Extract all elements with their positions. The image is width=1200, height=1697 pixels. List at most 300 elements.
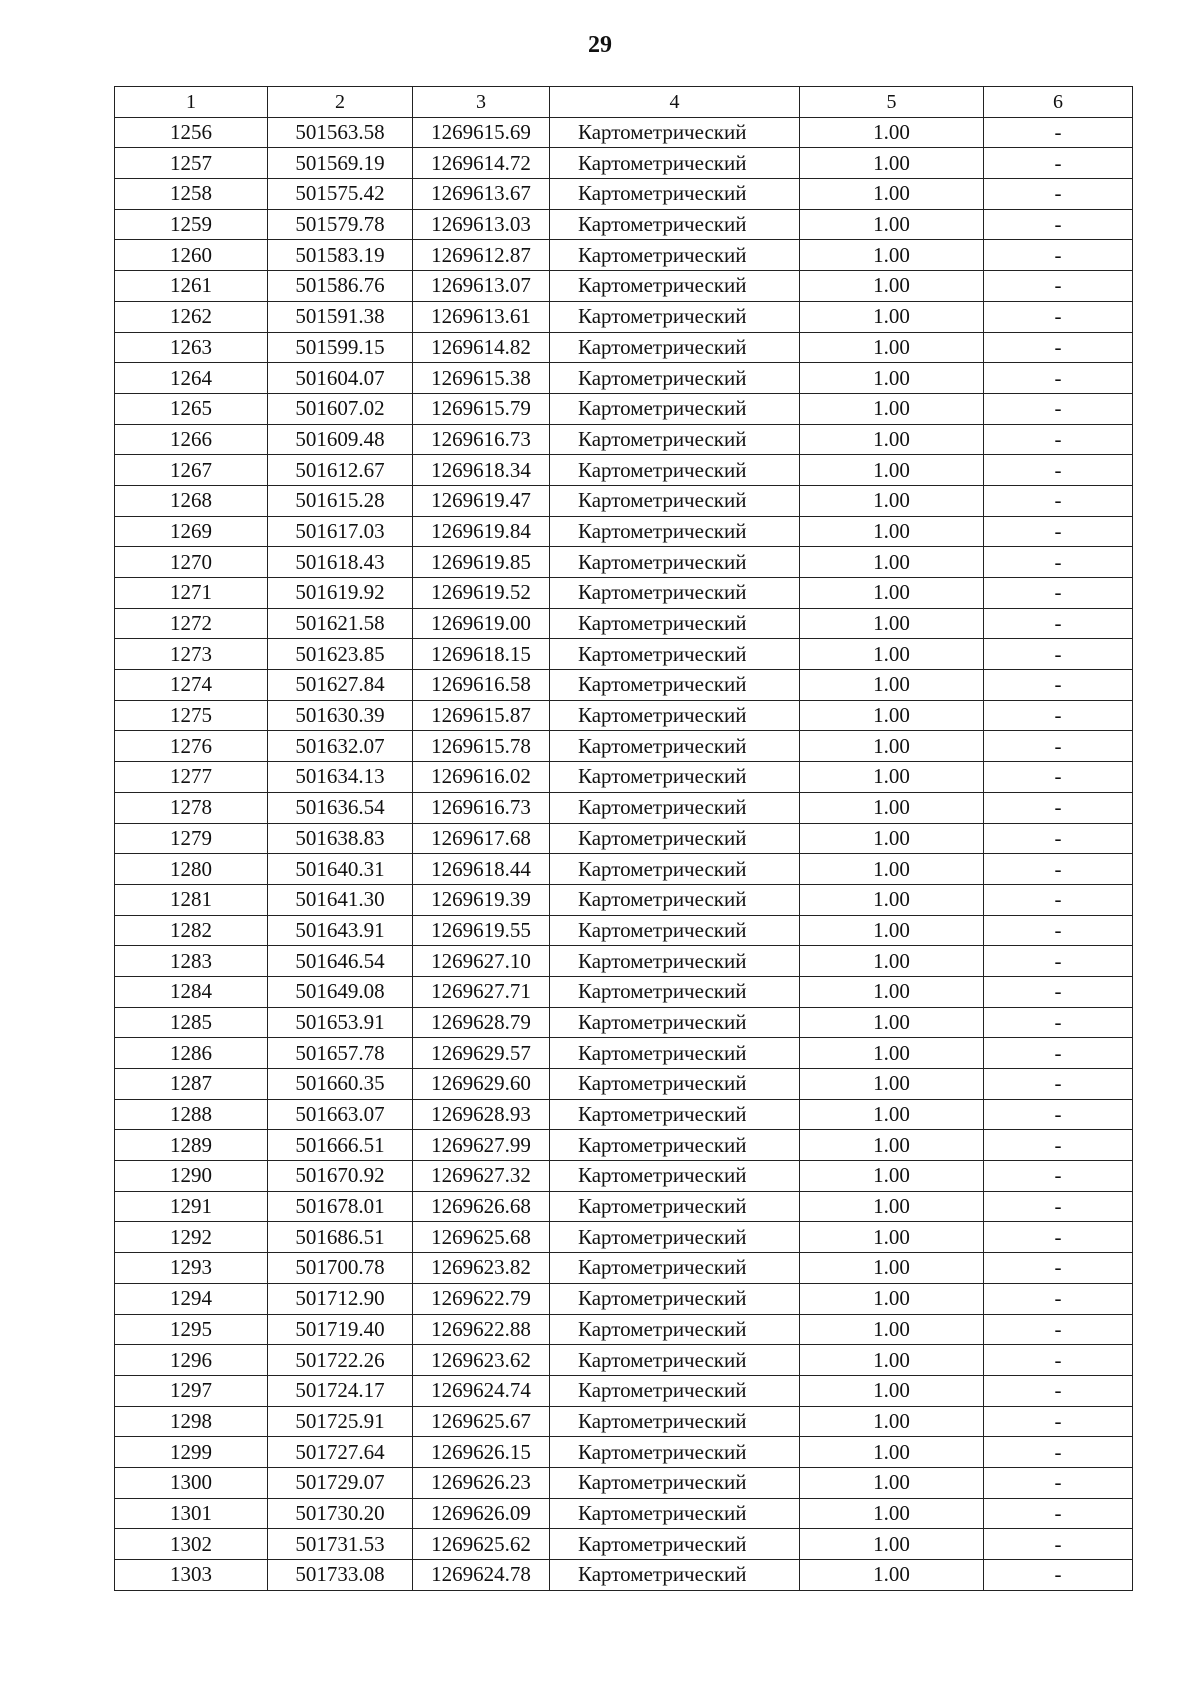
table-row	[115, 608, 1133, 639]
cell-x-coordinate: 501719.40	[268, 1314, 413, 1345]
table-row	[115, 1191, 1133, 1222]
cell-x-coordinate: 501731.53	[268, 1529, 413, 1560]
cell-accuracy: 1.00	[800, 731, 984, 762]
cell-accuracy: 1.00	[800, 1406, 984, 1437]
cell-accuracy: 1.00	[800, 424, 984, 455]
cell-point-number: 1258	[115, 179, 268, 210]
cell-method: Картометрический	[550, 301, 800, 332]
table-row	[115, 915, 1133, 946]
cell-accuracy: 1.00	[800, 363, 984, 394]
cell-x-coordinate: 501730.20	[268, 1498, 413, 1529]
cell-y-coordinate: 1269622.79	[413, 1283, 550, 1314]
cell-y-coordinate: 1269618.44	[413, 854, 550, 885]
cell-x-coordinate: 501657.78	[268, 1038, 413, 1069]
column-header-1: 1	[115, 87, 268, 118]
cell-point-number: 1294	[115, 1283, 268, 1314]
table-row	[115, 1130, 1133, 1161]
cell-x-coordinate: 501686.51	[268, 1222, 413, 1253]
cell-note: -	[984, 608, 1133, 639]
cell-y-coordinate: 1269616.02	[413, 762, 550, 793]
table-row	[115, 117, 1133, 148]
cell-note: -	[984, 1222, 1133, 1253]
cell-point-number: 1265	[115, 393, 268, 424]
cell-accuracy: 1.00	[800, 393, 984, 424]
cell-note: -	[984, 700, 1133, 731]
table-row	[115, 332, 1133, 363]
cell-note: -	[984, 393, 1133, 424]
cell-x-coordinate: 501646.54	[268, 946, 413, 977]
cell-method: Картометрический	[550, 240, 800, 271]
table-row	[115, 976, 1133, 1007]
cell-accuracy: 1.00	[800, 117, 984, 148]
cell-x-coordinate: 501607.02	[268, 393, 413, 424]
cell-y-coordinate: 1269626.09	[413, 1498, 550, 1529]
cell-x-coordinate: 501634.13	[268, 762, 413, 793]
cell-method: Картометрический	[550, 1007, 800, 1038]
cell-accuracy: 1.00	[800, 946, 984, 977]
cell-x-coordinate: 501617.03	[268, 516, 413, 547]
cell-note: -	[984, 1253, 1133, 1284]
cell-method: Картометрический	[550, 117, 800, 148]
cell-y-coordinate: 1269619.39	[413, 884, 550, 915]
cell-accuracy: 1.00	[800, 1007, 984, 1038]
cell-method: Картометрический	[550, 271, 800, 302]
cell-note: -	[984, 271, 1133, 302]
cell-note: -	[984, 1345, 1133, 1376]
cell-method: Картометрический	[550, 700, 800, 731]
cell-point-number: 1291	[115, 1191, 268, 1222]
cell-note: -	[984, 1498, 1133, 1529]
cell-method: Картометрический	[550, 179, 800, 210]
cell-point-number: 1296	[115, 1345, 268, 1376]
cell-note: -	[984, 148, 1133, 179]
table-row	[115, 792, 1133, 823]
table-row	[115, 485, 1133, 516]
cell-point-number: 1259	[115, 209, 268, 240]
cell-x-coordinate: 501575.42	[268, 179, 413, 210]
cell-point-number: 1301	[115, 1498, 268, 1529]
table-row	[115, 1099, 1133, 1130]
column-header-4: 4	[550, 87, 800, 118]
table-header-row	[115, 87, 1133, 118]
cell-method: Картометрический	[550, 1467, 800, 1498]
cell-method: Картометрический	[550, 670, 800, 701]
cell-x-coordinate: 501666.51	[268, 1130, 413, 1161]
cell-point-number: 1298	[115, 1406, 268, 1437]
cell-accuracy: 1.00	[800, 1314, 984, 1345]
cell-note: -	[984, 1191, 1133, 1222]
cell-method: Картометрический	[550, 976, 800, 1007]
cell-note: -	[984, 485, 1133, 516]
cell-note: -	[984, 332, 1133, 363]
cell-x-coordinate: 501636.54	[268, 792, 413, 823]
cell-note: -	[984, 1437, 1133, 1468]
table-row	[115, 946, 1133, 977]
cell-method: Картометрический	[550, 1130, 800, 1161]
cell-point-number: 1285	[115, 1007, 268, 1038]
cell-accuracy: 1.00	[800, 976, 984, 1007]
cell-method: Картометрический	[550, 1099, 800, 1130]
cell-point-number: 1297	[115, 1375, 268, 1406]
cell-accuracy: 1.00	[800, 179, 984, 210]
cell-note: -	[984, 946, 1133, 977]
table-row	[115, 1437, 1133, 1468]
cell-point-number: 1279	[115, 823, 268, 854]
cell-y-coordinate: 1269625.68	[413, 1222, 550, 1253]
cell-point-number: 1268	[115, 485, 268, 516]
cell-x-coordinate: 501722.26	[268, 1345, 413, 1376]
table-row	[115, 639, 1133, 670]
coordinates-table	[114, 86, 1133, 1591]
cell-point-number: 1276	[115, 731, 268, 762]
cell-method: Картометрический	[550, 455, 800, 486]
cell-note: -	[984, 792, 1133, 823]
cell-note: -	[984, 1130, 1133, 1161]
cell-accuracy: 1.00	[800, 516, 984, 547]
cell-note: -	[984, 455, 1133, 486]
cell-method: Картометрический	[550, 547, 800, 578]
cell-point-number: 1261	[115, 271, 268, 302]
cell-method: Картометрический	[550, 393, 800, 424]
cell-method: Картометрический	[550, 1345, 800, 1376]
table-row	[115, 424, 1133, 455]
table-row	[115, 1345, 1133, 1376]
cell-y-coordinate: 1269619.85	[413, 547, 550, 578]
cell-method: Картометрический	[550, 332, 800, 363]
cell-x-coordinate: 501660.35	[268, 1069, 413, 1100]
cell-x-coordinate: 501724.17	[268, 1375, 413, 1406]
cell-point-number: 1267	[115, 455, 268, 486]
cell-method: Картометрический	[550, 823, 800, 854]
cell-method: Картометрический	[550, 1314, 800, 1345]
cell-x-coordinate: 501591.38	[268, 301, 413, 332]
cell-y-coordinate: 1269623.82	[413, 1253, 550, 1284]
cell-point-number: 1275	[115, 700, 268, 731]
cell-point-number: 1269	[115, 516, 268, 547]
table-row	[115, 884, 1133, 915]
cell-method: Картометрический	[550, 792, 800, 823]
cell-method: Картометрический	[550, 854, 800, 885]
cell-note: -	[984, 1069, 1133, 1100]
cell-x-coordinate: 501621.58	[268, 608, 413, 639]
cell-x-coordinate: 501641.30	[268, 884, 413, 915]
cell-accuracy: 1.00	[800, 823, 984, 854]
cell-x-coordinate: 501612.67	[268, 455, 413, 486]
cell-point-number: 1278	[115, 792, 268, 823]
cell-accuracy: 1.00	[800, 1560, 984, 1591]
cell-point-number: 1288	[115, 1099, 268, 1130]
table-row	[115, 271, 1133, 302]
cell-method: Картометрический	[550, 1253, 800, 1284]
cell-point-number: 1277	[115, 762, 268, 793]
cell-accuracy: 1.00	[800, 854, 984, 885]
column-header-6: 6	[984, 87, 1133, 118]
cell-accuracy: 1.00	[800, 792, 984, 823]
cell-y-coordinate: 1269615.87	[413, 700, 550, 731]
table-row	[115, 301, 1133, 332]
cell-y-coordinate: 1269624.78	[413, 1560, 550, 1591]
table-row	[115, 1467, 1133, 1498]
table-row	[115, 1375, 1133, 1406]
cell-y-coordinate: 1269613.07	[413, 271, 550, 302]
cell-note: -	[984, 823, 1133, 854]
table-row	[115, 179, 1133, 210]
cell-accuracy: 1.00	[800, 301, 984, 332]
cell-note: -	[984, 731, 1133, 762]
cell-point-number: 1303	[115, 1560, 268, 1591]
cell-note: -	[984, 1467, 1133, 1498]
cell-x-coordinate: 501618.43	[268, 547, 413, 578]
cell-accuracy: 1.00	[800, 1437, 984, 1468]
cell-note: -	[984, 1406, 1133, 1437]
cell-y-coordinate: 1269627.32	[413, 1161, 550, 1192]
cell-method: Картометрический	[550, 1406, 800, 1437]
cell-point-number: 1302	[115, 1529, 268, 1560]
cell-point-number: 1280	[115, 854, 268, 885]
cell-point-number: 1260	[115, 240, 268, 271]
cell-point-number: 1293	[115, 1253, 268, 1284]
cell-point-number: 1273	[115, 639, 268, 670]
cell-accuracy: 1.00	[800, 1038, 984, 1069]
cell-y-coordinate: 1269612.87	[413, 240, 550, 271]
cell-point-number: 1287	[115, 1069, 268, 1100]
table-row	[115, 363, 1133, 394]
cell-accuracy: 1.00	[800, 1375, 984, 1406]
cell-y-coordinate: 1269626.23	[413, 1467, 550, 1498]
cell-x-coordinate: 501630.39	[268, 700, 413, 731]
cell-accuracy: 1.00	[800, 762, 984, 793]
cell-y-coordinate: 1269613.61	[413, 301, 550, 332]
cell-y-coordinate: 1269619.84	[413, 516, 550, 547]
cell-method: Картометрический	[550, 1560, 800, 1591]
table-row	[115, 700, 1133, 731]
cell-method: Картометрический	[550, 1437, 800, 1468]
table-row	[115, 854, 1133, 885]
cell-y-coordinate: 1269615.38	[413, 363, 550, 394]
cell-point-number: 1299	[115, 1437, 268, 1468]
cell-x-coordinate: 501640.31	[268, 854, 413, 885]
cell-y-coordinate: 1269615.78	[413, 731, 550, 762]
table-row	[115, 731, 1133, 762]
cell-accuracy: 1.00	[800, 700, 984, 731]
cell-note: -	[984, 363, 1133, 394]
cell-y-coordinate: 1269619.52	[413, 578, 550, 609]
cell-method: Картометрический	[550, 1161, 800, 1192]
cell-y-coordinate: 1269618.34	[413, 455, 550, 486]
cell-accuracy: 1.00	[800, 1253, 984, 1284]
cell-x-coordinate: 501623.85	[268, 639, 413, 670]
page-number: 29	[588, 32, 612, 58]
cell-y-coordinate: 1269618.15	[413, 639, 550, 670]
cell-method: Картометрический	[550, 762, 800, 793]
cell-y-coordinate: 1269617.68	[413, 823, 550, 854]
table-row	[115, 670, 1133, 701]
cell-method: Картометрический	[550, 485, 800, 516]
cell-x-coordinate: 501712.90	[268, 1283, 413, 1314]
cell-accuracy: 1.00	[800, 884, 984, 915]
table-row	[115, 516, 1133, 547]
cell-method: Картометрический	[550, 1191, 800, 1222]
cell-point-number: 1272	[115, 608, 268, 639]
table-row	[115, 1253, 1133, 1284]
cell-note: -	[984, 240, 1133, 271]
cell-y-coordinate: 1269625.67	[413, 1406, 550, 1437]
cell-method: Картометрический	[550, 884, 800, 915]
cell-point-number: 1257	[115, 148, 268, 179]
cell-x-coordinate: 501678.01	[268, 1191, 413, 1222]
cell-point-number: 1270	[115, 547, 268, 578]
cell-accuracy: 1.00	[800, 209, 984, 240]
cell-method: Картометрический	[550, 1069, 800, 1100]
cell-note: -	[984, 976, 1133, 1007]
cell-note: -	[984, 1314, 1133, 1345]
cell-x-coordinate: 501700.78	[268, 1253, 413, 1284]
cell-note: -	[984, 1529, 1133, 1560]
cell-point-number: 1300	[115, 1467, 268, 1498]
cell-point-number: 1262	[115, 301, 268, 332]
cell-point-number: 1289	[115, 1130, 268, 1161]
table-row	[115, 547, 1133, 578]
cell-accuracy: 1.00	[800, 148, 984, 179]
cell-note: -	[984, 547, 1133, 578]
cell-accuracy: 1.00	[800, 578, 984, 609]
cell-note: -	[984, 854, 1133, 885]
cell-y-coordinate: 1269619.47	[413, 485, 550, 516]
table-row	[115, 578, 1133, 609]
cell-accuracy: 1.00	[800, 485, 984, 516]
cell-accuracy: 1.00	[800, 1498, 984, 1529]
table-row	[115, 1161, 1133, 1192]
cell-point-number: 1290	[115, 1161, 268, 1192]
cell-point-number: 1282	[115, 915, 268, 946]
cell-accuracy: 1.00	[800, 1099, 984, 1130]
cell-note: -	[984, 1161, 1133, 1192]
cell-y-coordinate: 1269619.55	[413, 915, 550, 946]
cell-point-number: 1281	[115, 884, 268, 915]
cell-note: -	[984, 670, 1133, 701]
cell-y-coordinate: 1269622.88	[413, 1314, 550, 1345]
cell-y-coordinate: 1269627.71	[413, 976, 550, 1007]
cell-point-number: 1295	[115, 1314, 268, 1345]
cell-method: Картометрический	[550, 1283, 800, 1314]
cell-point-number: 1263	[115, 332, 268, 363]
column-header-3: 3	[413, 87, 550, 118]
cell-note: -	[984, 578, 1133, 609]
cell-method: Картометрический	[550, 1529, 800, 1560]
cell-y-coordinate: 1269623.62	[413, 1345, 550, 1376]
cell-method: Картометрический	[550, 148, 800, 179]
cell-point-number: 1274	[115, 670, 268, 701]
cell-x-coordinate: 501653.91	[268, 1007, 413, 1038]
cell-method: Картометрический	[550, 915, 800, 946]
cell-point-number: 1292	[115, 1222, 268, 1253]
cell-method: Картометрический	[550, 639, 800, 670]
cell-point-number: 1264	[115, 363, 268, 394]
cell-method: Картометрический	[550, 209, 800, 240]
cell-note: -	[984, 1007, 1133, 1038]
cell-x-coordinate: 501727.64	[268, 1437, 413, 1468]
cell-y-coordinate: 1269613.03	[413, 209, 550, 240]
table-row	[115, 240, 1133, 271]
cell-accuracy: 1.00	[800, 1130, 984, 1161]
cell-accuracy: 1.00	[800, 670, 984, 701]
cell-x-coordinate: 501599.15	[268, 332, 413, 363]
table-row	[115, 393, 1133, 424]
cell-x-coordinate: 501729.07	[268, 1467, 413, 1498]
cell-x-coordinate: 501604.07	[268, 363, 413, 394]
cell-x-coordinate: 501725.91	[268, 1406, 413, 1437]
column-header-2: 2	[268, 87, 413, 118]
cell-y-coordinate: 1269619.00	[413, 608, 550, 639]
cell-accuracy: 1.00	[800, 271, 984, 302]
cell-method: Картометрический	[550, 1038, 800, 1069]
cell-x-coordinate: 501632.07	[268, 731, 413, 762]
cell-accuracy: 1.00	[800, 1161, 984, 1192]
table-row	[115, 823, 1133, 854]
cell-accuracy: 1.00	[800, 1345, 984, 1376]
cell-method: Картометрический	[550, 946, 800, 977]
cell-note: -	[984, 516, 1133, 547]
cell-x-coordinate: 501649.08	[268, 976, 413, 1007]
cell-method: Картометрический	[550, 731, 800, 762]
cell-accuracy: 1.00	[800, 1467, 984, 1498]
cell-method: Картометрический	[550, 578, 800, 609]
cell-y-coordinate: 1269629.57	[413, 1038, 550, 1069]
cell-y-coordinate: 1269616.58	[413, 670, 550, 701]
cell-method: Картометрический	[550, 363, 800, 394]
cell-accuracy: 1.00	[800, 547, 984, 578]
cell-note: -	[984, 301, 1133, 332]
cell-y-coordinate: 1269615.79	[413, 393, 550, 424]
cell-note: -	[984, 639, 1133, 670]
cell-x-coordinate: 501586.76	[268, 271, 413, 302]
cell-x-coordinate: 501663.07	[268, 1099, 413, 1130]
cell-x-coordinate: 501670.92	[268, 1161, 413, 1192]
table-body	[115, 117, 1133, 1590]
cell-y-coordinate: 1269627.99	[413, 1130, 550, 1161]
cell-note: -	[984, 1038, 1133, 1069]
cell-x-coordinate: 501583.19	[268, 240, 413, 271]
table-row	[115, 1038, 1133, 1069]
cell-accuracy: 1.00	[800, 915, 984, 946]
cell-note: -	[984, 1560, 1133, 1591]
table-row	[115, 1498, 1133, 1529]
cell-accuracy: 1.00	[800, 1283, 984, 1314]
cell-point-number: 1284	[115, 976, 268, 1007]
cell-accuracy: 1.00	[800, 1069, 984, 1100]
cell-point-number: 1286	[115, 1038, 268, 1069]
cell-accuracy: 1.00	[800, 332, 984, 363]
cell-point-number: 1283	[115, 946, 268, 977]
cell-x-coordinate: 501563.58	[268, 117, 413, 148]
cell-method: Картометрический	[550, 1222, 800, 1253]
table-row	[115, 1007, 1133, 1038]
cell-x-coordinate: 501643.91	[268, 915, 413, 946]
cell-x-coordinate: 501615.28	[268, 485, 413, 516]
cell-note: -	[984, 1099, 1133, 1130]
cell-y-coordinate: 1269613.67	[413, 179, 550, 210]
cell-note: -	[984, 1283, 1133, 1314]
cell-y-coordinate: 1269625.62	[413, 1529, 550, 1560]
table-row	[115, 1283, 1133, 1314]
cell-accuracy: 1.00	[800, 608, 984, 639]
cell-y-coordinate: 1269626.68	[413, 1191, 550, 1222]
cell-y-coordinate: 1269628.79	[413, 1007, 550, 1038]
cell-note: -	[984, 209, 1133, 240]
cell-note: -	[984, 424, 1133, 455]
table-row	[115, 1069, 1133, 1100]
cell-y-coordinate: 1269614.82	[413, 332, 550, 363]
